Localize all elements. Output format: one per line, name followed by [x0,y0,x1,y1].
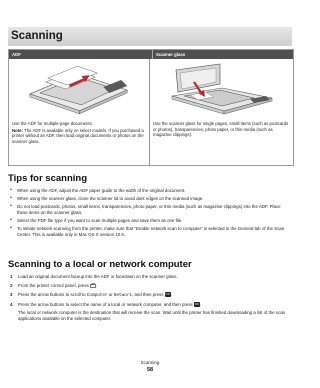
list-item: • When using the scanner glass, close the scanner lid to avoid dark edges on the scanned image. [10,196,292,202]
ok-button-icon: OK [194,302,200,307]
step-text: Press the arrow buttons to scroll to [18,291,86,297]
scanner-glass-illustration [153,62,290,114]
step-number: 4 [10,301,13,307]
step-1 [10,274,292,280]
step-3: 3 Press the arrow buttons to scroll to Computer or Network, and then press OK. [10,291,172,298]
title-bar [8,27,292,46]
step-2 [10,283,292,289]
step-number: 2 [10,282,13,288]
note-label: Note: [12,127,23,133]
footer-section-label: Scanning [140,360,160,365]
step-text-or: or [108,291,113,297]
tips-heading: Tips for scanning [8,173,88,184]
scanner-glass-cell [150,59,293,165]
adf-illustration [12,62,146,114]
step-text: Load an original document faceup into the ADF or facedown on the scanner glass. [18,274,178,279]
page-number: 58 [146,367,154,373]
adf-caption: Use the ADF for multiple-page documents. [12,121,93,126]
note-text: The ADF is available only on select models. If you purchased a printer without an ADF, then load original documents or photos on the scanner glass. [12,127,144,144]
step-text-end: , and then press [131,291,164,297]
steps-list [10,274,292,325]
step-text: Press the arrow buttons to select the name of a local or network computer, and then press [18,301,193,307]
list-item: • Do not load postcards, photos, small items, transparencies, photo paper, or thin media (such as magazine clippings) into the ADF. Place these items on the scanner glass. [10,204,292,216]
step-number: 1 [10,274,13,279]
step-text: From the printer control panel, press [18,282,89,288]
header-scanner-glass: Scanner glass [156,52,186,57]
tips-list [10,188,292,240]
page-title: Scanning [11,30,63,42]
step-detail: The local or network computer is the destination that will receive the scan. Wait until the printer has finished downloading a list of the scan applications available on the selected computer. [18,309,286,321]
list-item: • To initiate network scanning from the printer, make sure that "Enable network scan to computer" is selected in the General tab of the Scan Center. This is available only in Mac OS X version 10.6. [10,226,292,238]
option-network: Network [113,292,132,298]
step-text-end: . [96,282,98,288]
glass-caption: Use the scanner glass for single pages, small items (such as postcards or photos), transparencies, photo paper, or thin media (such as magazine clippings). [153,121,289,138]
header-adf: ADF [9,50,153,59]
step-4: 4 Press the arrow buttons to select the name of a local or network computer, and then press OK. The local or network computer is the destination that will receive the scan. Wait until the printer has finished downloading a list of the scan applications available on the selected computer. [10,302,292,321]
table-header [9,50,293,59]
step-number: 3 [10,291,13,297]
table-body [9,59,293,165]
adf-cell [9,59,150,165]
option-computer: Computer [86,292,108,298]
scan-methods-table [8,49,294,166]
ok-button-icon: OK [165,292,170,297]
adf-note [12,128,146,145]
list-item: • When using the ADF, adjust the ADF paper guide to the width of the original document. [10,188,292,194]
list-item: • Select the PDF file type if you want to scan multiple pages and save them as one file. [10,218,292,224]
network-heading: Scanning to a local or network computer [8,259,192,270]
